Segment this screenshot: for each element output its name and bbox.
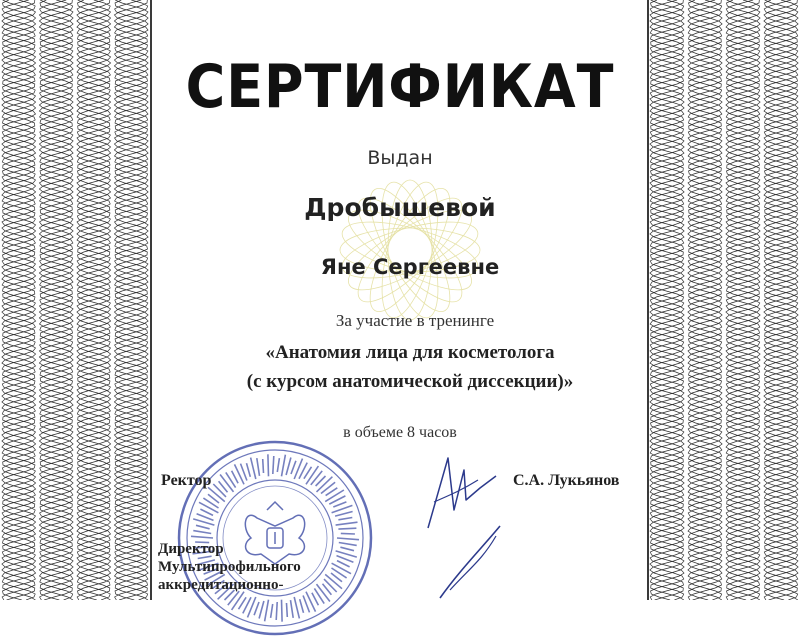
- issued-label: Выдан: [367, 147, 433, 169]
- border-divider-left: [150, 0, 152, 600]
- director-line2: Мультипрофильного: [158, 559, 301, 575]
- header-partial-text: [200, 0, 550, 5]
- recipient-surname: Дробышевой: [304, 193, 496, 222]
- director-line3: аккредитационно-: [158, 577, 284, 593]
- border-divider-right: [647, 0, 649, 600]
- rector-label: Ректор: [161, 472, 212, 489]
- training-title-line2: (с курсом анатомической диссекции)»: [246, 371, 574, 392]
- training-title-line1: «Анатомия лица для косметолога: [265, 342, 555, 363]
- official-seal-stamp: [175, 438, 375, 638]
- certificate-title: СЕРТИФИКАТ: [185, 52, 615, 122]
- participation-text: За участие в тренинге: [335, 311, 495, 330]
- director-signature: [430, 520, 510, 600]
- guilloche-border-left: [0, 0, 150, 600]
- volume-text: в объеме 8 часов: [343, 424, 457, 441]
- recipient-name: Яне Сергеевне: [320, 255, 500, 279]
- guilloche-border-right: [648, 0, 800, 600]
- rector-signature: [400, 440, 510, 530]
- director-line1: Директор: [158, 541, 224, 557]
- rector-name: С.А. Лукьянов: [513, 472, 620, 489]
- director-title-block: [158, 540, 301, 594]
